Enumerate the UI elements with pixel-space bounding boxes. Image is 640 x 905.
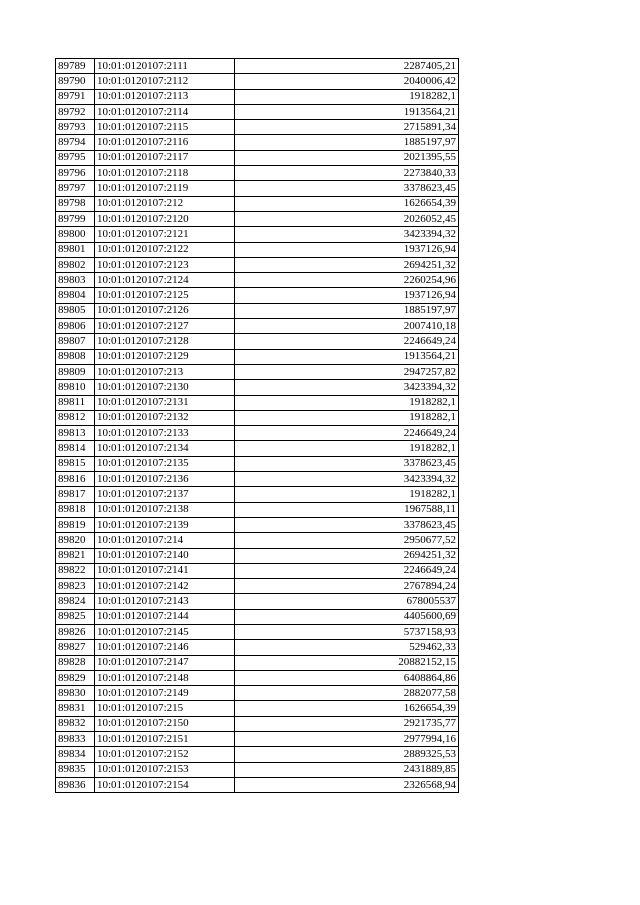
data-table — [55, 58, 459, 793]
row-id-cell: 89822 — [56, 563, 95, 578]
value-cell: 2947257,82 — [235, 364, 459, 379]
table-row — [56, 655, 459, 670]
value-cell: 2694251,32 — [235, 257, 459, 272]
row-id-cell: 89832 — [56, 716, 95, 731]
row-id-cell: 89801 — [56, 242, 95, 257]
cadastral-number-cell: 10:01:0120107:2123 — [95, 257, 235, 272]
cadastral-number-cell: 10:01:0120107:2112 — [95, 74, 235, 89]
cadastral-number-cell: 10:01:0120107:212 — [95, 196, 235, 211]
table-row — [56, 533, 459, 548]
cadastral-number-cell: 10:01:0120107:2131 — [95, 395, 235, 410]
value-cell: 2287405,21 — [235, 59, 459, 74]
cadastral-number-cell: 10:01:0120107:2121 — [95, 227, 235, 242]
value-cell: 1918282,1 — [235, 395, 459, 410]
row-id-cell: 89819 — [56, 517, 95, 532]
table-row — [56, 104, 459, 119]
table-row — [56, 364, 459, 379]
row-id-cell: 89825 — [56, 609, 95, 624]
table-row — [56, 441, 459, 456]
cadastral-number-cell: 10:01:0120107:2153 — [95, 762, 235, 777]
table-row — [56, 487, 459, 502]
table-row — [56, 273, 459, 288]
table-row — [56, 288, 459, 303]
cadastral-number-cell: 10:01:0120107:2133 — [95, 426, 235, 441]
value-cell: 3378623,45 — [235, 517, 459, 532]
table-row — [56, 502, 459, 517]
row-id-cell: 89823 — [56, 579, 95, 594]
value-cell: 2431889,85 — [235, 762, 459, 777]
row-id-cell: 89830 — [56, 686, 95, 701]
table-row — [56, 349, 459, 364]
row-id-cell: 89820 — [56, 533, 95, 548]
row-id-cell: 89814 — [56, 441, 95, 456]
value-cell: 3423394,32 — [235, 227, 459, 242]
cadastral-number-cell: 10:01:0120107:2150 — [95, 716, 235, 731]
value-cell: 1937126,94 — [235, 242, 459, 257]
cadastral-number-cell: 10:01:0120107:2116 — [95, 135, 235, 150]
row-id-cell: 89811 — [56, 395, 95, 410]
row-id-cell: 89834 — [56, 747, 95, 762]
row-id-cell: 89828 — [56, 655, 95, 670]
row-id-cell: 89817 — [56, 487, 95, 502]
cadastral-number-cell: 10:01:0120107:2128 — [95, 334, 235, 349]
value-cell: 2950677,52 — [235, 533, 459, 548]
value-cell: 3423394,32 — [235, 380, 459, 395]
cadastral-number-cell: 10:01:0120107:214 — [95, 533, 235, 548]
value-cell: 1937126,94 — [235, 288, 459, 303]
value-cell: 2921735,77 — [235, 716, 459, 731]
table-row — [56, 640, 459, 655]
value-cell: 2007410,18 — [235, 319, 459, 334]
cadastral-number-cell: 10:01:0120107:2141 — [95, 563, 235, 578]
row-id-cell: 89792 — [56, 104, 95, 119]
cadastral-number-cell: 10:01:0120107:2113 — [95, 89, 235, 104]
value-cell: 6408864,86 — [235, 670, 459, 685]
cadastral-number-cell: 10:01:0120107:2129 — [95, 349, 235, 364]
cadastral-number-cell: 10:01:0120107:2139 — [95, 517, 235, 532]
table-row — [56, 319, 459, 334]
row-id-cell: 89797 — [56, 181, 95, 196]
table-row — [56, 242, 459, 257]
table-row — [56, 380, 459, 395]
value-cell: 1918282,1 — [235, 410, 459, 425]
value-cell: 1885197,97 — [235, 135, 459, 150]
row-id-cell: 89795 — [56, 150, 95, 165]
value-cell: 2715891,34 — [235, 120, 459, 135]
table-row — [56, 701, 459, 716]
value-cell: 1885197,97 — [235, 303, 459, 318]
value-cell: 1918282,1 — [235, 441, 459, 456]
value-cell: 1913564,21 — [235, 104, 459, 119]
row-id-cell: 89794 — [56, 135, 95, 150]
row-id-cell: 89808 — [56, 349, 95, 364]
row-id-cell: 89810 — [56, 380, 95, 395]
value-cell: 1918282,1 — [235, 487, 459, 502]
value-cell: 2021395,55 — [235, 150, 459, 165]
table-row — [56, 624, 459, 639]
value-cell: 1626654,39 — [235, 701, 459, 716]
row-id-cell: 89806 — [56, 319, 95, 334]
table-body — [56, 59, 459, 793]
cadastral-number-cell: 10:01:0120107:213 — [95, 364, 235, 379]
row-id-cell: 89799 — [56, 211, 95, 226]
row-id-cell: 89829 — [56, 670, 95, 685]
cadastral-number-cell: 10:01:0120107:2151 — [95, 732, 235, 747]
cadastral-number-cell: 10:01:0120107:2154 — [95, 777, 235, 792]
cadastral-number-cell: 10:01:0120107:2126 — [95, 303, 235, 318]
value-cell: 2246649,24 — [235, 563, 459, 578]
table-row — [56, 227, 459, 242]
cadastral-number-cell: 10:01:0120107:2119 — [95, 181, 235, 196]
table-row — [56, 120, 459, 135]
table-row — [56, 211, 459, 226]
row-id-cell: 89796 — [56, 166, 95, 181]
row-id-cell: 89835 — [56, 762, 95, 777]
value-cell: 2889325,53 — [235, 747, 459, 762]
value-cell: 3423394,32 — [235, 472, 459, 487]
table-row — [56, 257, 459, 272]
table-row — [56, 410, 459, 425]
cadastral-number-cell: 10:01:0120107:215 — [95, 701, 235, 716]
row-id-cell: 89793 — [56, 120, 95, 135]
value-cell: 2977994,16 — [235, 732, 459, 747]
table-row — [56, 609, 459, 624]
value-cell: 4405600,69 — [235, 609, 459, 624]
row-id-cell: 89833 — [56, 732, 95, 747]
row-id-cell: 89821 — [56, 548, 95, 563]
table-row — [56, 135, 459, 150]
row-id-cell: 89798 — [56, 196, 95, 211]
value-cell: 3378623,45 — [235, 456, 459, 471]
cadastral-number-cell: 10:01:0120107:2118 — [95, 166, 235, 181]
value-cell: 2326568,94 — [235, 777, 459, 792]
cadastral-number-cell: 10:01:0120107:2120 — [95, 211, 235, 226]
table-row — [56, 732, 459, 747]
cadastral-number-cell: 10:01:0120107:2142 — [95, 579, 235, 594]
cadastral-number-cell: 10:01:0120107:2149 — [95, 686, 235, 701]
cadastral-number-cell: 10:01:0120107:2124 — [95, 273, 235, 288]
row-id-cell: 89827 — [56, 640, 95, 655]
table-row — [56, 89, 459, 104]
cadastral-number-cell: 10:01:0120107:2152 — [95, 747, 235, 762]
row-id-cell: 89809 — [56, 364, 95, 379]
value-cell: 5737158,93 — [235, 624, 459, 639]
row-id-cell: 89791 — [56, 89, 95, 104]
value-cell: 2026052,45 — [235, 211, 459, 226]
row-id-cell: 89802 — [56, 257, 95, 272]
value-cell: 2246649,24 — [235, 426, 459, 441]
value-cell: 2767894,24 — [235, 579, 459, 594]
row-id-cell: 89826 — [56, 624, 95, 639]
value-cell: 2260254,96 — [235, 273, 459, 288]
cadastral-number-cell: 10:01:0120107:2127 — [95, 319, 235, 334]
row-id-cell: 89790 — [56, 74, 95, 89]
cadastral-number-cell: 10:01:0120107:2125 — [95, 288, 235, 303]
table-row — [56, 548, 459, 563]
value-cell: 1913564,21 — [235, 349, 459, 364]
value-cell: 2246649,24 — [235, 334, 459, 349]
value-cell: 2882077,58 — [235, 686, 459, 701]
row-id-cell: 89804 — [56, 288, 95, 303]
table-row — [56, 563, 459, 578]
table-row — [56, 181, 459, 196]
row-id-cell: 89818 — [56, 502, 95, 517]
value-cell: 2273840,33 — [235, 166, 459, 181]
cadastral-number-cell: 10:01:0120107:2134 — [95, 441, 235, 456]
value-cell: 678005537 — [235, 594, 459, 609]
cadastral-number-cell: 10:01:0120107:2122 — [95, 242, 235, 257]
value-cell: 2694251,32 — [235, 548, 459, 563]
table-row — [56, 59, 459, 74]
table-row — [56, 334, 459, 349]
value-cell: 2040006,42 — [235, 74, 459, 89]
cadastral-number-cell: 10:01:0120107:2138 — [95, 502, 235, 517]
cadastral-number-cell: 10:01:0120107:2114 — [95, 104, 235, 119]
table-row — [56, 686, 459, 701]
value-cell: 1918282,1 — [235, 89, 459, 104]
value-cell: 20882152,15 — [235, 655, 459, 670]
table-row — [56, 517, 459, 532]
cadastral-number-cell: 10:01:0120107:2132 — [95, 410, 235, 425]
value-cell: 1967588,11 — [235, 502, 459, 517]
row-id-cell: 89807 — [56, 334, 95, 349]
row-id-cell: 89812 — [56, 410, 95, 425]
cadastral-number-cell: 10:01:0120107:2140 — [95, 548, 235, 563]
row-id-cell: 89789 — [56, 59, 95, 74]
table-row — [56, 426, 459, 441]
cadastral-number-cell: 10:01:0120107:2144 — [95, 609, 235, 624]
cadastral-number-cell: 10:01:0120107:2143 — [95, 594, 235, 609]
cadastral-number-cell: 10:01:0120107:2146 — [95, 640, 235, 655]
cadastral-number-cell: 10:01:0120107:2137 — [95, 487, 235, 502]
cadastral-number-cell: 10:01:0120107:2111 — [95, 59, 235, 74]
table-row — [56, 579, 459, 594]
row-id-cell: 89813 — [56, 426, 95, 441]
row-id-cell: 89800 — [56, 227, 95, 242]
table-row — [56, 303, 459, 318]
table-row — [56, 716, 459, 731]
cadastral-number-cell: 10:01:0120107:2148 — [95, 670, 235, 685]
cadastral-number-cell: 10:01:0120107:2117 — [95, 150, 235, 165]
cadastral-number-cell: 10:01:0120107:2145 — [95, 624, 235, 639]
table-row — [56, 196, 459, 211]
row-id-cell: 89824 — [56, 594, 95, 609]
row-id-cell: 89803 — [56, 273, 95, 288]
row-id-cell: 89815 — [56, 456, 95, 471]
row-id-cell: 89836 — [56, 777, 95, 792]
value-cell: 529462,33 — [235, 640, 459, 655]
table-row — [56, 150, 459, 165]
table-row — [56, 670, 459, 685]
value-cell: 3378623,45 — [235, 181, 459, 196]
table-row — [56, 456, 459, 471]
table-row — [56, 74, 459, 89]
cadastral-number-cell: 10:01:0120107:2115 — [95, 120, 235, 135]
cadastral-number-cell: 10:01:0120107:2147 — [95, 655, 235, 670]
table-row — [56, 395, 459, 410]
table-row — [56, 762, 459, 777]
row-id-cell: 89831 — [56, 701, 95, 716]
table-row — [56, 777, 459, 792]
cadastral-number-cell: 10:01:0120107:2130 — [95, 380, 235, 395]
table-row — [56, 594, 459, 609]
table-row — [56, 472, 459, 487]
row-id-cell: 89805 — [56, 303, 95, 318]
value-cell: 1626654,39 — [235, 196, 459, 211]
row-id-cell: 89816 — [56, 472, 95, 487]
table-row — [56, 166, 459, 181]
table-row — [56, 747, 459, 762]
cadastral-number-cell: 10:01:0120107:2136 — [95, 472, 235, 487]
cadastral-number-cell: 10:01:0120107:2135 — [95, 456, 235, 471]
